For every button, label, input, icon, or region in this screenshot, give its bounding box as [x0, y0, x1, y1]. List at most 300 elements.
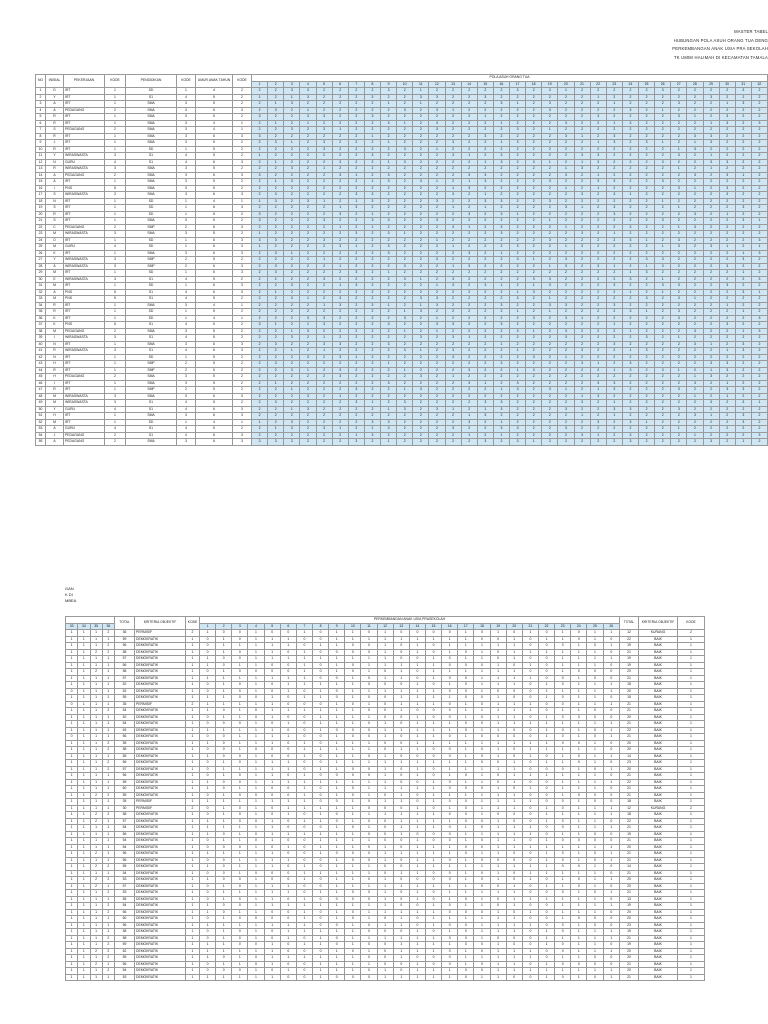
item-cell: 0 [555, 890, 571, 897]
score-cell: 2 [622, 302, 638, 309]
item-cell: 0 [442, 675, 458, 682]
item-cell: 1 [458, 961, 474, 968]
score-cell: 2 [300, 159, 316, 166]
item-cell: 1 [571, 662, 587, 669]
item-cell: 1 [474, 708, 490, 715]
item-cell: 0 [587, 922, 603, 929]
score-cell: 2 [252, 413, 268, 420]
item-cell: 1 [329, 929, 345, 936]
score-cell: 3 [606, 387, 622, 394]
item-cell: 1 [296, 630, 312, 637]
row-cell: 1 [78, 955, 90, 962]
score-cell: 2 [719, 153, 735, 160]
item-cell: 1 [409, 714, 425, 721]
item-cell: 0 [377, 701, 393, 708]
score-cell: 2 [413, 263, 429, 270]
score-cell: 3 [381, 244, 397, 251]
score-cell: 2 [477, 146, 493, 153]
score-cell: 2 [574, 94, 590, 101]
score-cell: 2 [300, 387, 316, 394]
item-cell: 0 [361, 896, 377, 903]
item-cell: 1 [522, 825, 538, 832]
item-cell: 0 [377, 792, 393, 799]
score-cell: 1 [364, 426, 380, 433]
item-cell: 0 [474, 721, 490, 728]
item-cell: 0 [280, 974, 296, 981]
row-cell: 1 [678, 955, 705, 962]
score-cell: 2 [461, 283, 477, 290]
row-cell: 2 [177, 361, 196, 368]
item-cell: 1 [522, 662, 538, 669]
score-cell: 3 [348, 400, 364, 407]
item-cell: 1 [458, 903, 474, 910]
row-cell: 57 [115, 656, 135, 663]
score-cell: 2 [639, 133, 655, 140]
item-cell: 0 [216, 877, 232, 884]
score-cell: 2 [493, 263, 509, 270]
fragment-line-1: GAN [65, 586, 74, 591]
score-cell: 3 [639, 257, 655, 264]
score-cell: 1 [493, 341, 509, 348]
score-cell: 2 [364, 322, 380, 329]
score-cell: 1 [477, 406, 493, 413]
score-cell: 2 [493, 380, 509, 387]
item-cell: 0 [555, 922, 571, 929]
row-cell: PERMISIF [135, 805, 186, 812]
item-cell: 1 [345, 812, 361, 819]
score-cell: 3 [332, 244, 348, 251]
row-cell: BAIK [639, 864, 678, 871]
score-cell: 3 [590, 159, 606, 166]
score-cell: 2 [348, 276, 364, 283]
row-cell: 1 [186, 734, 200, 741]
item-cell: 1 [377, 662, 393, 669]
row-cell: 1 [78, 857, 90, 864]
score-cell: 2 [445, 179, 461, 186]
score-cell: 2 [510, 393, 526, 400]
item-cell: 0 [506, 877, 522, 884]
row-cell: SMA [126, 341, 177, 348]
row-cell: 1 [102, 734, 114, 741]
score-cell: 2 [477, 185, 493, 192]
item-cell: 0 [474, 630, 490, 637]
item-cell: 1 [280, 766, 296, 773]
item-cell: 1 [264, 675, 280, 682]
item-cell: 0 [506, 812, 522, 819]
row-cell: PEDAGANG [64, 127, 105, 134]
item-cell: 1 [506, 792, 522, 799]
score-cell: 3 [397, 263, 413, 270]
item-cell: 0 [361, 955, 377, 962]
score-cell: 2 [622, 153, 638, 160]
row-cell: H [46, 413, 64, 420]
row-cell: SMA [126, 172, 177, 179]
score-cell: 2 [510, 354, 526, 361]
col-kode: KODE [105, 75, 126, 88]
item-cell: 0 [603, 792, 619, 799]
score-cell: 3 [735, 400, 751, 407]
item-cell: 0 [458, 909, 474, 916]
score-cell: 2 [687, 439, 703, 446]
item-cell: 1 [474, 766, 490, 773]
row-cell: 1 [177, 354, 196, 361]
item-cell: 1 [538, 942, 554, 949]
item-cell: 1 [538, 818, 554, 825]
score-cell: 3 [671, 244, 687, 251]
item-cell: 1 [587, 812, 603, 819]
score-cell: 2 [606, 159, 622, 166]
item-cell: 1 [264, 760, 280, 767]
score-cell: 2 [332, 309, 348, 316]
row-cell: DEMOKRATIK [135, 721, 186, 728]
score-cell: 2 [397, 257, 413, 264]
score-cell: 2 [461, 101, 477, 108]
row-cell: 1 [678, 896, 705, 903]
item-cell: 1 [280, 955, 296, 962]
row-cell: 5 [196, 322, 233, 329]
item-cell: 1 [329, 701, 345, 708]
item-cell: 1 [571, 857, 587, 864]
score-cell: 3 [606, 406, 622, 413]
score-cell: 2 [703, 328, 719, 335]
score-cell: 2 [381, 400, 397, 407]
row-cell: 6 [196, 205, 233, 212]
item-cell: 1 [409, 773, 425, 780]
row-cell: BAIK [639, 682, 678, 689]
item-cell: 1 [425, 909, 441, 916]
item-cell: 1 [555, 877, 571, 884]
item-cell: 0 [216, 786, 232, 793]
row-cell: 4 [105, 159, 126, 166]
row-cell: 26 [36, 250, 46, 257]
item-cell: 1 [345, 864, 361, 871]
item-cell: 1 [425, 851, 441, 858]
score-cell: 2 [364, 367, 380, 374]
score-cell: 1 [558, 224, 574, 231]
score-cell: 3 [381, 322, 397, 329]
row-cell: 3 [233, 393, 252, 400]
row-cell: 20 [620, 766, 639, 773]
item-cell: 1 [474, 643, 490, 650]
row-cell: BAIK [639, 786, 678, 793]
item-cell: 1 [264, 961, 280, 968]
score-cell: 2 [639, 172, 655, 179]
item-cell: 1 [329, 740, 345, 747]
score-cell: 2 [332, 387, 348, 394]
item-cell: 0 [490, 903, 506, 910]
item-cell: 1 [506, 838, 522, 845]
score-cell: 2 [493, 270, 509, 277]
item-cell: 1 [409, 734, 425, 741]
score-cell: 2 [413, 283, 429, 290]
score-cell: 2 [510, 224, 526, 231]
row-cell: 49 [36, 400, 46, 407]
item-cell: 0 [522, 805, 538, 812]
score-cell: 2 [364, 380, 380, 387]
item-cell: 0 [200, 688, 216, 695]
score-cell: 2 [510, 335, 526, 342]
score-cell: 2 [590, 374, 606, 381]
item-cell: 0 [345, 669, 361, 676]
score-cell: 2 [364, 263, 380, 270]
score-cell: 2 [348, 341, 364, 348]
item-cell: 1 [571, 649, 587, 656]
score-cell: 2 [461, 231, 477, 238]
row-cell: 2 [102, 877, 114, 884]
item-cell: 1 [474, 727, 490, 734]
row-cell: 1 [78, 727, 90, 734]
item-cell: 1 [474, 649, 490, 656]
item-cell: 0 [361, 708, 377, 715]
score-cell: 3 [284, 127, 300, 134]
score-cell: 1 [510, 211, 526, 218]
item-cell: 0 [506, 942, 522, 949]
score-cell: 2 [558, 276, 574, 283]
row-cell: S1 [126, 426, 177, 433]
row-cell: BAIK [639, 831, 678, 838]
item-cell: 1 [474, 773, 490, 780]
score-cell: 2 [284, 218, 300, 225]
item-cell: 0 [329, 727, 345, 734]
score-cell: 3 [461, 263, 477, 270]
item-cell: 0 [603, 961, 619, 968]
score-cell: 2 [687, 335, 703, 342]
score-cell: 3 [639, 335, 655, 342]
row-cell: 1 [78, 688, 90, 695]
score-cell: 2 [719, 289, 735, 296]
row-cell: A [46, 426, 64, 433]
row-cell: 1 [233, 127, 252, 134]
row-cell: 1 [678, 721, 705, 728]
score-cell: 2 [332, 400, 348, 407]
row-cell: 1 [678, 851, 705, 858]
row-cell: 1 [678, 922, 705, 929]
score-cell: 3 [703, 374, 719, 381]
score-cell: 1 [316, 302, 332, 309]
score-cell: 2 [542, 439, 558, 446]
score-cell: 1 [413, 101, 429, 108]
item-cell: 1 [506, 903, 522, 910]
row-cell: SMA [126, 218, 177, 225]
item-cell: 1 [393, 675, 409, 682]
score-cell: 3 [300, 114, 316, 121]
score-cell: 2 [590, 335, 606, 342]
row-cell: 18 [620, 812, 639, 819]
row-cell: 1 [678, 812, 705, 819]
row-cell: BAIK [639, 929, 678, 936]
row-cell: 1 [90, 636, 102, 643]
score-cell: 3 [300, 393, 316, 400]
score-cell: 2 [671, 257, 687, 264]
item-cell: 0 [522, 851, 538, 858]
row-cell: 3 [105, 348, 126, 355]
item-cell: 0 [506, 747, 522, 754]
score-cell: 1 [671, 146, 687, 153]
item-cell: 0 [393, 903, 409, 910]
item-cell: 1 [248, 922, 264, 929]
item-cell: 1 [312, 844, 328, 851]
item-cell: 0 [329, 818, 345, 825]
item-cell: 1 [587, 942, 603, 949]
col-kode: KODE [186, 617, 200, 630]
row-cell: 1 [678, 786, 705, 793]
score-cell: 2 [687, 120, 703, 127]
score-cell: 3 [590, 419, 606, 426]
score-cell: 2 [719, 224, 735, 231]
score-cell: 2 [574, 289, 590, 296]
item-cell: 1 [200, 942, 216, 949]
score-cell: 1 [687, 296, 703, 303]
item-cell: 0 [264, 753, 280, 760]
item-cell: 1 [571, 812, 587, 819]
item-cell: 1 [587, 883, 603, 890]
row-cell: IRT [64, 101, 105, 108]
item-cell: 0 [361, 675, 377, 682]
item-cell: 1 [232, 857, 248, 864]
score-cell: 2 [606, 114, 622, 121]
score-cell: 3 [429, 127, 445, 134]
item-cell: 1 [393, 760, 409, 767]
score-cell: 2 [445, 439, 461, 446]
score-cell: 2 [348, 94, 364, 101]
item-cell: 0 [264, 682, 280, 689]
item-cell: 1 [200, 831, 216, 838]
score-cell: 2 [381, 348, 397, 355]
row-cell: 1 [177, 419, 196, 426]
score-cell: 2 [252, 263, 268, 270]
score-cell: 2 [364, 328, 380, 335]
score-cell: 2 [703, 146, 719, 153]
item-cell: 0 [458, 896, 474, 903]
score-cell: 2 [639, 426, 655, 433]
score-cell: 2 [348, 127, 364, 134]
score-cell: 2 [671, 88, 687, 95]
row-cell: 58 [115, 929, 135, 936]
item-cell: 1 [490, 851, 506, 858]
score-cell: 1 [268, 426, 284, 433]
score-cell: 3 [381, 426, 397, 433]
score-cell: 2 [429, 263, 445, 270]
row-cell: 29 [36, 270, 46, 277]
item-cell: 1 [571, 896, 587, 903]
row-cell: 1 [66, 818, 78, 825]
item-cell: 1 [490, 942, 506, 949]
row-cell: 1 [66, 909, 78, 916]
score-cell: 2 [751, 107, 767, 114]
score-cell: 2 [332, 107, 348, 114]
score-cell: 2 [252, 315, 268, 322]
score-cell: 2 [622, 166, 638, 173]
header-line-3: PERKEMBANGAN ANAK USIA PRA SEKOLAH [672, 46, 768, 51]
row-cell: 1 [78, 877, 90, 884]
item-cell: 1 [296, 831, 312, 838]
score-cell: 2 [719, 250, 735, 257]
score-cell: 3 [735, 88, 751, 95]
score-cell: 2 [526, 244, 542, 251]
item-cell: 1 [345, 818, 361, 825]
item-cell: 1 [248, 675, 264, 682]
item-cell: 1 [264, 942, 280, 949]
row-cell: 1 [90, 675, 102, 682]
row-cell: 1 [678, 792, 705, 799]
item-cell: 1 [555, 935, 571, 942]
item-cell: 1 [329, 890, 345, 897]
item-cell: 0 [377, 942, 393, 949]
item-cell: 1 [200, 740, 216, 747]
row-cell: 30 [115, 805, 135, 812]
score-cell: 2 [510, 361, 526, 368]
score-cell: 2 [526, 380, 542, 387]
item-cell: 0 [393, 740, 409, 747]
score-cell: 2 [493, 88, 509, 95]
row-cell: S [46, 192, 64, 199]
row-cell: SMA [126, 413, 177, 420]
score-cell: 2 [300, 348, 316, 355]
item-cell: 1 [393, 708, 409, 715]
row-cell: 1 [66, 695, 78, 702]
item-cell: 0 [248, 695, 264, 702]
score-cell: 1 [606, 263, 622, 270]
item-cell: 1 [603, 890, 619, 897]
item-cell: 0 [458, 942, 474, 949]
item-cell: 1 [555, 792, 571, 799]
score-cell: 2 [348, 179, 364, 186]
score-cell: 2 [703, 88, 719, 95]
score-cell: 2 [542, 367, 558, 374]
score-cell: 3 [316, 146, 332, 153]
score-cell: 3 [300, 328, 316, 335]
item-cell: 1 [425, 740, 441, 747]
score-cell: 2 [332, 250, 348, 257]
item-number: 17 [458, 623, 474, 630]
score-cell: 2 [751, 413, 767, 420]
score-cell: 2 [542, 94, 558, 101]
score-cell: 3 [719, 185, 735, 192]
score-cell: 2 [574, 101, 590, 108]
row-cell: 22 [620, 727, 639, 734]
score-cell: 1 [574, 413, 590, 420]
item-cell: 0 [522, 734, 538, 741]
row-cell: BAIK [639, 942, 678, 949]
score-cell: 2 [397, 244, 413, 251]
row-cell: 5 [196, 380, 233, 387]
score-cell: 3 [300, 315, 316, 322]
score-cell: 2 [671, 413, 687, 420]
item-cell: 1 [538, 721, 554, 728]
score-cell: 2 [493, 107, 509, 114]
row-cell: 6 [196, 413, 233, 420]
item-cell: 0 [248, 708, 264, 715]
row-cell: 1 [186, 740, 200, 747]
item-cell: 0 [345, 766, 361, 773]
item-cell: 1 [393, 883, 409, 890]
row-cell: 1 [678, 753, 705, 760]
row-cell: 1 [90, 701, 102, 708]
item-cell: 1 [216, 935, 232, 942]
item-cell: 1 [409, 844, 425, 851]
score-cell: 2 [332, 270, 348, 277]
item-cell: 1 [280, 799, 296, 806]
row-cell: 35 [115, 701, 135, 708]
item-cell: 1 [474, 812, 490, 819]
row-cell: 21 [620, 974, 639, 981]
score-cell: 2 [300, 341, 316, 348]
row-cell: Y [46, 94, 64, 101]
score-cell: 2 [622, 257, 638, 264]
score-cell: 2 [348, 211, 364, 218]
item-cell: 1 [506, 883, 522, 890]
item-cell: 1 [474, 974, 490, 981]
